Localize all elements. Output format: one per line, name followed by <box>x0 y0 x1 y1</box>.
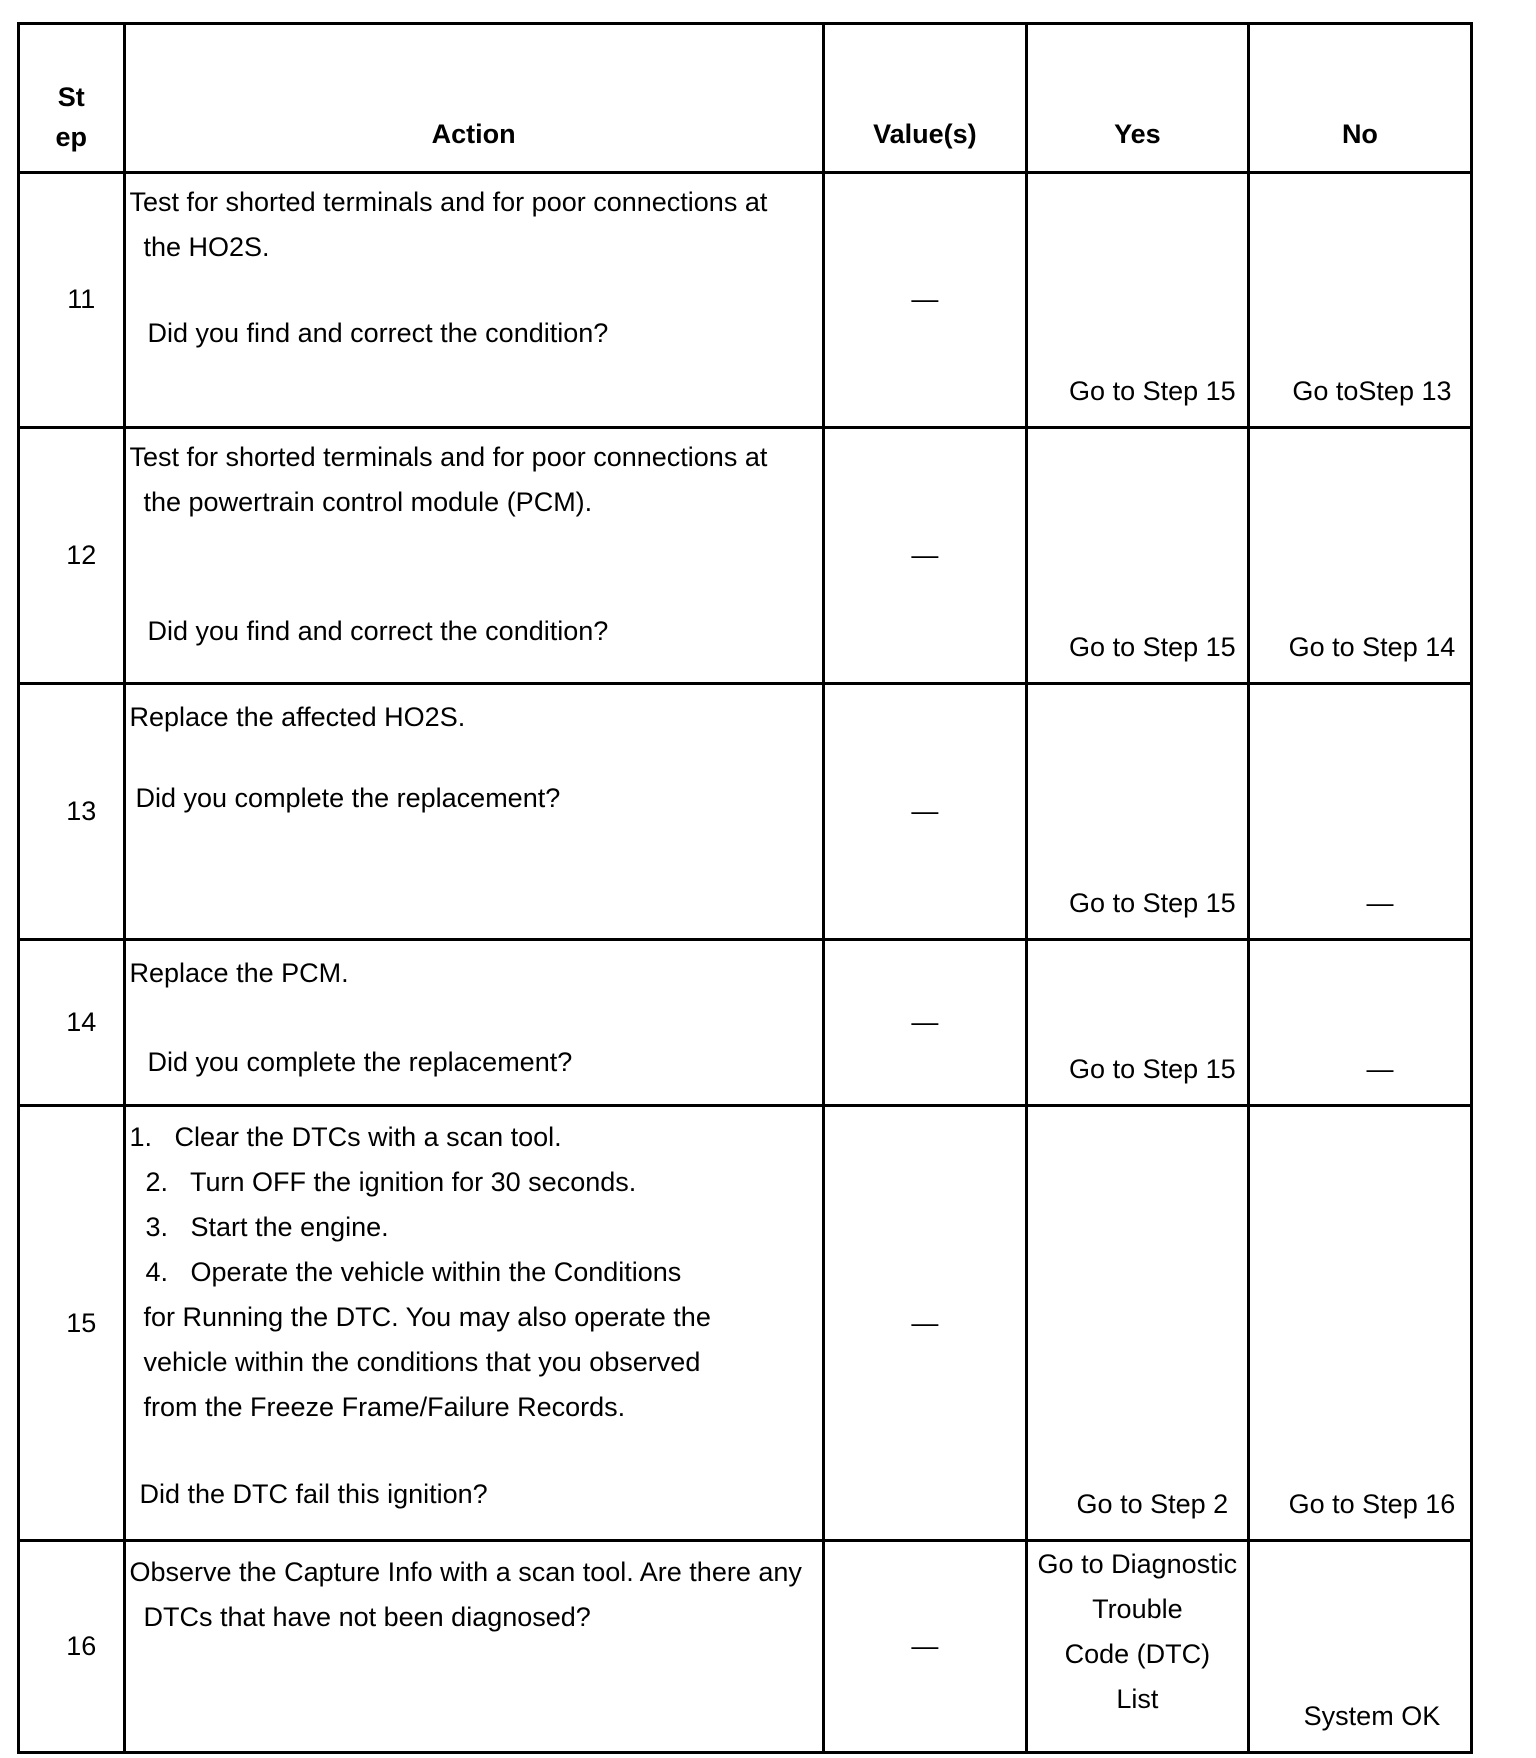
table-row <box>19 939 1472 1106</box>
step-number: 15 <box>19 1106 125 1541</box>
yes-cell <box>1026 1106 1248 1541</box>
action-line: Test for shorted terminals and for poor connections at <box>129 441 768 472</box>
header-step <box>19 24 125 173</box>
yes-link[interactable]: Go to Step 15 <box>1069 631 1236 662</box>
action-line: vehicle within the conditions that you observed <box>143 1347 701 1378</box>
action-question: Did you complete the replacement? <box>135 782 561 813</box>
table-row <box>19 1541 1472 1753</box>
action-line: from the Freeze Frame/Failure Records. <box>143 1392 626 1423</box>
action-question: Did you complete the replacement? <box>147 1046 573 1077</box>
header-no: No <box>1248 24 1471 173</box>
action-cell <box>124 939 823 1106</box>
yes-link[interactable]: List <box>1116 1684 1159 1715</box>
no-cell <box>1248 172 1471 427</box>
action-line: 2. Turn OFF the ignition for 30 seconds. <box>145 1167 637 1198</box>
no-dash: — <box>1366 1054 1394 1085</box>
value-cell: — <box>823 427 1026 683</box>
action-line: the HO2S. <box>143 231 270 262</box>
table-row <box>19 172 1472 427</box>
header-row <box>19 24 1472 173</box>
yes-link[interactable]: Code (DTC) <box>1064 1639 1211 1670</box>
action-line: Replace the PCM. <box>129 957 349 988</box>
header-yes: Yes <box>1026 24 1248 173</box>
action-line: DTCs that have not been diagnosed? <box>143 1602 591 1633</box>
step-number: 13 <box>19 683 125 939</box>
action-question: Did you find and correct the condition? <box>147 317 609 348</box>
action-question: Did the DTC fail this ignition? <box>139 1479 488 1510</box>
action-cell <box>124 1541 823 1753</box>
action-line: Test for shorted terminals and for poor connections at <box>129 186 768 217</box>
value-cell: — <box>823 939 1026 1106</box>
no-result: System OK <box>1303 1701 1441 1731</box>
no-cell <box>1248 427 1471 683</box>
action-line: 4. Operate the vehicle within the Conditions <box>145 1257 682 1288</box>
yes-link[interactable]: Go to Diagnostic <box>1037 1549 1238 1580</box>
step-number: 11 <box>19 172 125 427</box>
action-question: Did you find and correct the condition? <box>147 615 609 646</box>
yes-cell <box>1026 427 1248 683</box>
value-cell: — <box>823 683 1026 939</box>
action-cell <box>124 1106 823 1541</box>
action-line: the powertrain control module (PCM). <box>143 486 593 517</box>
value-cell: — <box>823 1106 1026 1541</box>
header-action: Action <box>124 24 823 173</box>
yes-link[interactable]: Trouble <box>1092 1594 1183 1625</box>
table-row <box>19 427 1472 683</box>
value-cell: — <box>823 1541 1026 1753</box>
action-line: Replace the affected HO2S. <box>129 701 466 732</box>
value-cell: — <box>823 172 1026 427</box>
action-cell <box>124 172 823 427</box>
header-step-line2: ep <box>55 121 87 152</box>
yes-link[interactable]: Go to Step 15 <box>1069 1054 1236 1085</box>
no-cell <box>1248 1541 1471 1753</box>
no-link[interactable]: Go toStep 13 <box>1292 375 1452 406</box>
yes-cell <box>1026 172 1248 427</box>
action-line: Observe the Capture Info with a scan tool. Are there any <box>129 1557 802 1588</box>
step-number: 16 <box>19 1541 125 1753</box>
action-line: 1. Clear the DTCs with a scan tool. <box>129 1122 562 1153</box>
action-line: for Running the DTC. You may also operate the <box>143 1302 711 1333</box>
action-cell <box>124 427 823 683</box>
yes-cell <box>1026 939 1248 1106</box>
diagnostic-table <box>17 22 1473 1754</box>
no-cell <box>1248 1106 1471 1541</box>
header-step-line1: St <box>57 81 85 112</box>
yes-link[interactable]: Go to Step 15 <box>1069 375 1236 406</box>
header-values: Value(s) <box>823 24 1026 173</box>
action-cell <box>124 683 823 939</box>
no-cell <box>1248 683 1471 939</box>
yes-cell <box>1026 683 1248 939</box>
action-line: 3. Start the engine. <box>145 1212 389 1243</box>
table-row <box>19 1106 1472 1541</box>
yes-link[interactable]: Go to Step 2 <box>1076 1489 1229 1520</box>
no-dash: — <box>1366 887 1394 918</box>
no-cell <box>1248 939 1471 1106</box>
yes-link[interactable]: Go to Step 15 <box>1069 887 1236 918</box>
no-link[interactable]: Go to Step 14 <box>1288 631 1456 662</box>
yes-cell <box>1026 1541 1248 1753</box>
table-row <box>19 683 1472 939</box>
step-number: 14 <box>19 939 125 1106</box>
step-number: 12 <box>19 427 125 683</box>
no-link[interactable]: Go to Step 16 <box>1288 1489 1456 1520</box>
